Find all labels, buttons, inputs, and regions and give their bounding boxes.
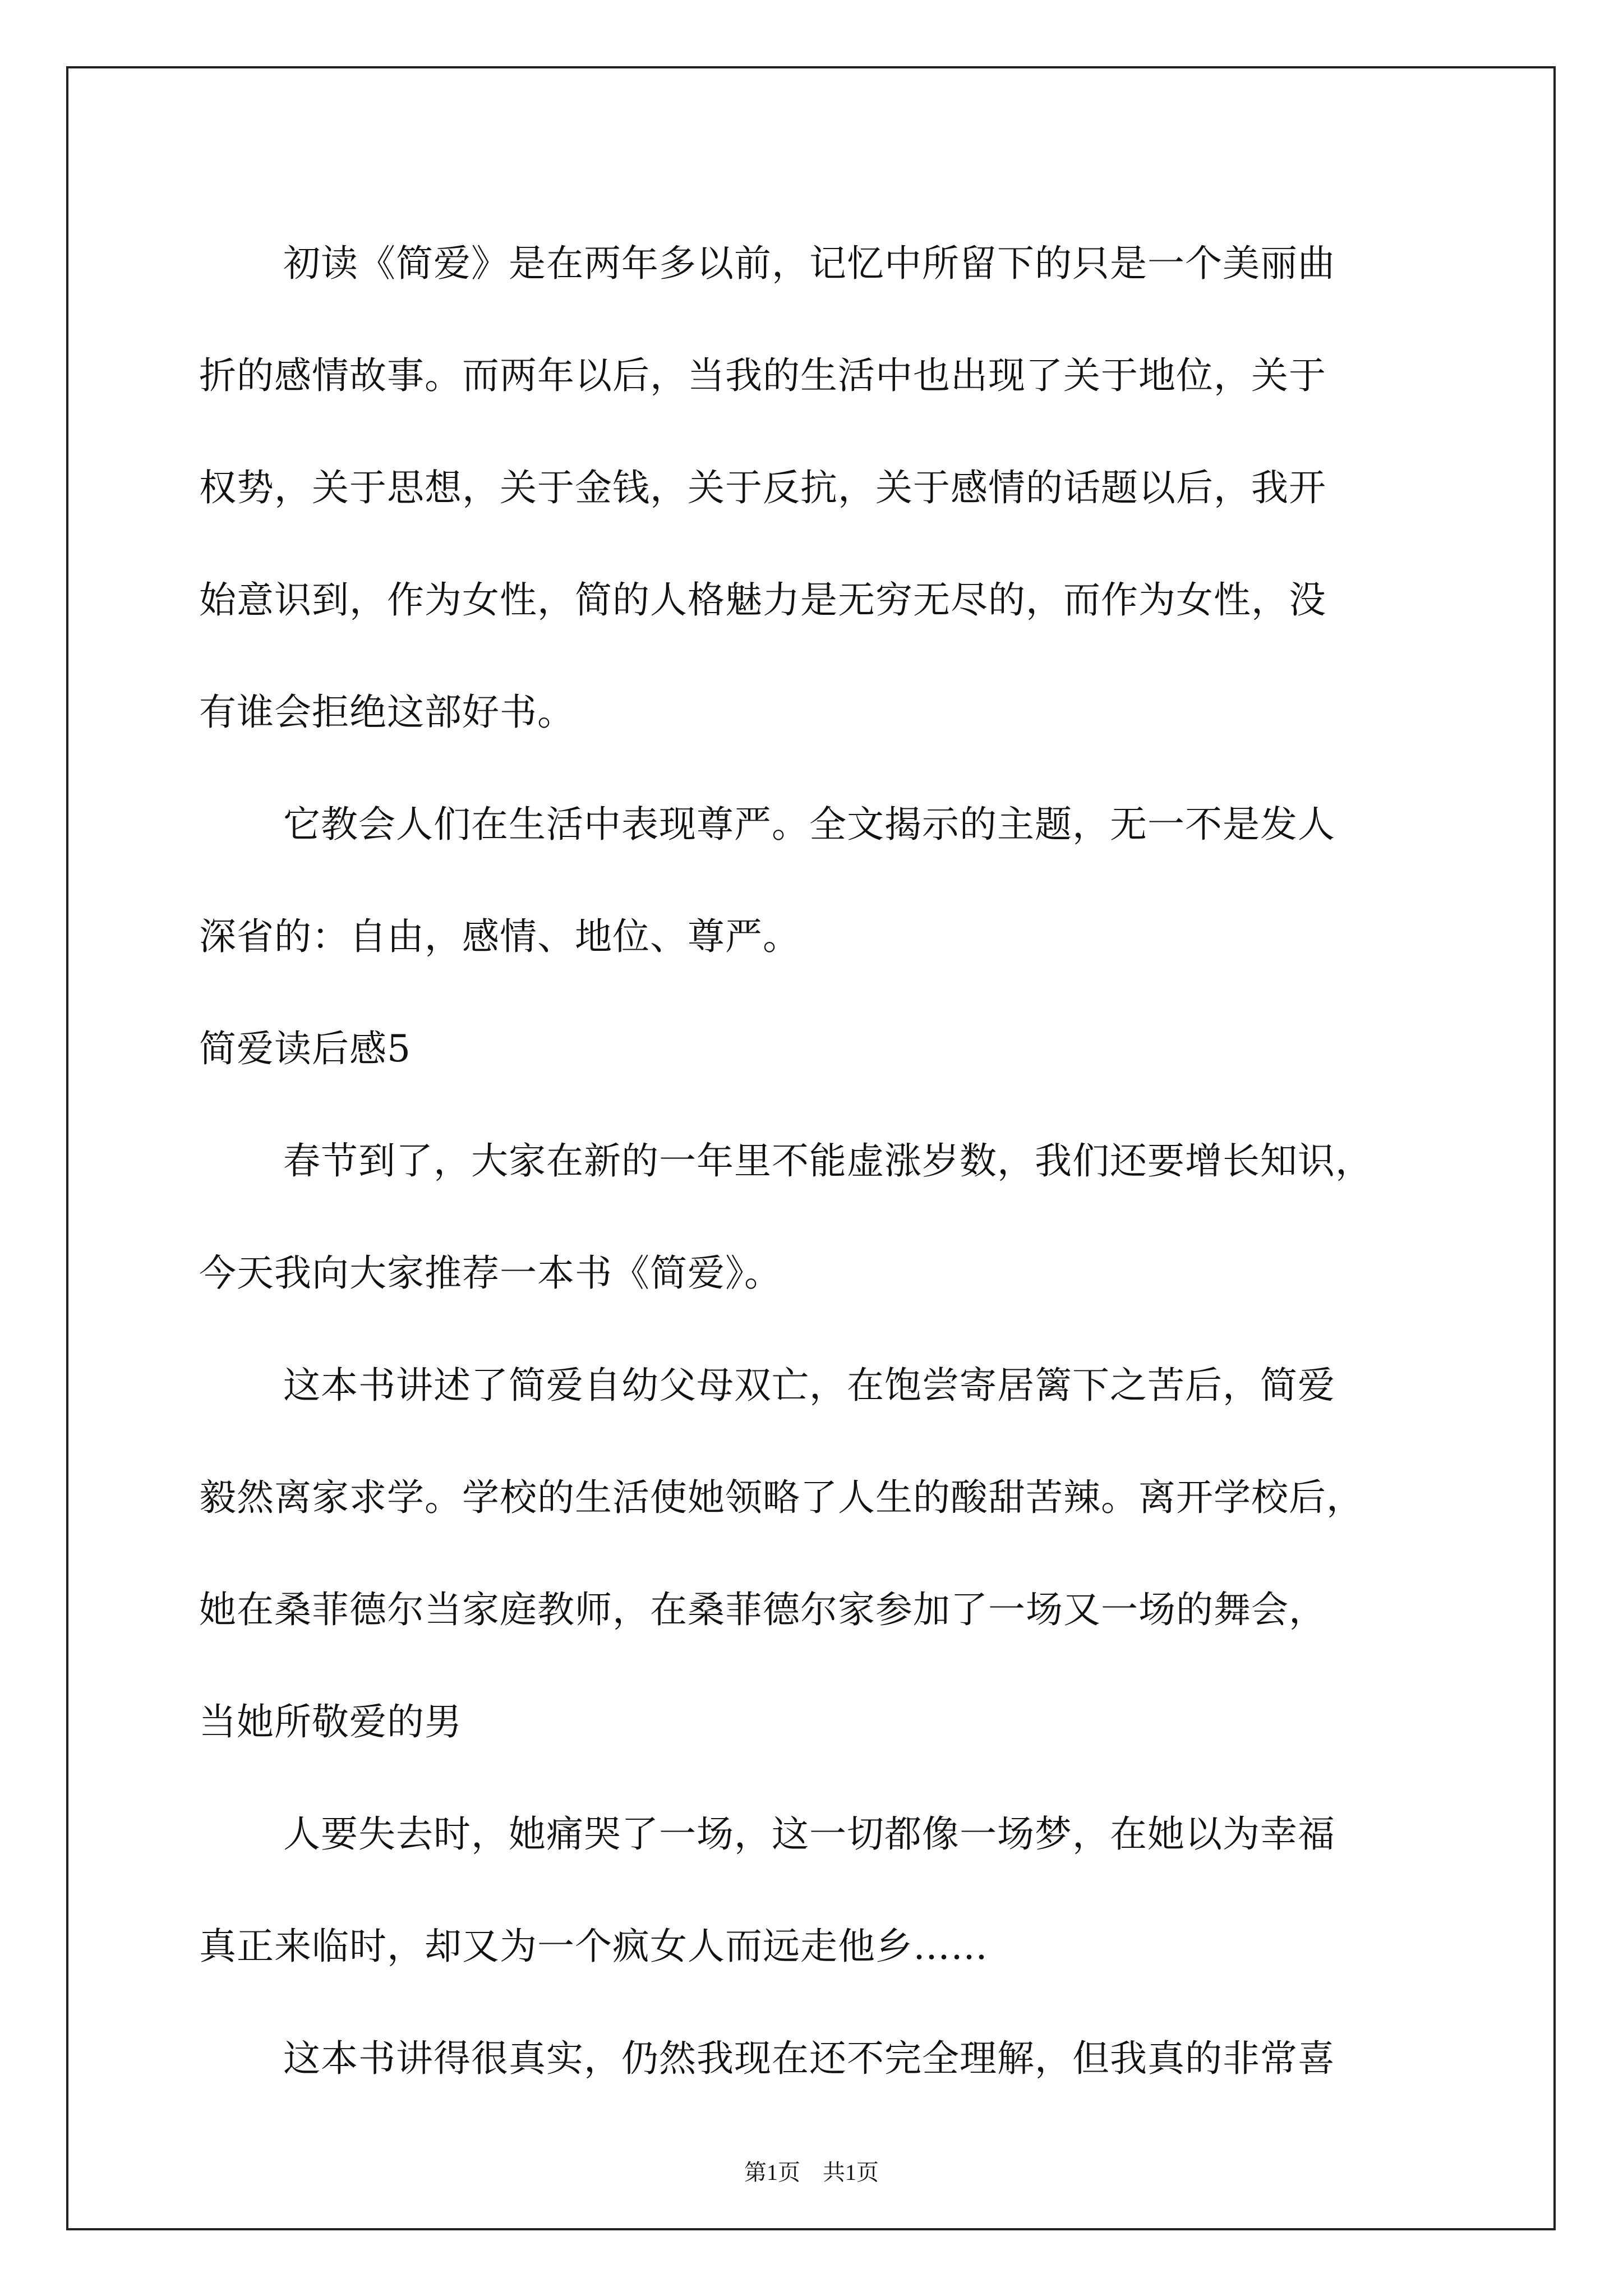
text-line: 它教会人们在生活中表现尊严。全文揭示的主题，无一不是发人 xyxy=(283,803,1335,846)
text-line: 深省的：自由，感情、地位、尊严。 xyxy=(199,915,800,958)
page-number: 第1页 共1页 xyxy=(744,2160,879,2185)
text-line: 有谁会拒绝这部好书。 xyxy=(199,691,575,734)
text-line: 她在桑菲德尔当家庭教师，在桑菲德尔家参加了一场又一场的舞会， xyxy=(199,1588,1326,1631)
document-body xyxy=(199,208,1427,2115)
text-line: 真正来临时，却又为一个疯女人而远走他乡…… xyxy=(199,1925,988,1968)
text-line: 初读《简爱》是在两年多以前，记忆中所留下的只是一个美丽曲 xyxy=(283,242,1335,285)
text-line: 人要失去时，她痛哭了一场，这一切都像一场梦，在她以为幸福 xyxy=(283,1812,1335,1856)
section-heading: 简爱读后感5 xyxy=(199,1027,411,1070)
text-line: 今天我向大家推荐一本书《简爱》。 xyxy=(199,1251,782,1295)
text-line: 当她所敬爱的男 xyxy=(199,1700,462,1743)
text-line: 始意识到，作为女性，简的人格魅力是无穷无尽的，而作为女性，没 xyxy=(199,578,1326,622)
text-line: 折的感情故事。而两年以后，当我的生活中也出现了关于地位，关于 xyxy=(199,354,1326,397)
text-line: 权势，关于思想，关于金钱，关于反抗，关于感情的话题以后，我开 xyxy=(199,466,1326,509)
text-line: 这本书讲得很真实，仍然我现在还不完全理解，但我真的非常喜 xyxy=(283,2037,1335,2080)
text-line: 这本书讲述了简爱自幼父母双亡，在饱尝寄居篱下之苦后，简爱 xyxy=(283,1364,1335,1407)
text-line: 毅然离家求学。学校的生活使她领略了人生的酸甜苦辣。离开学校后， xyxy=(199,1476,1364,1519)
text-line: 春节到了，大家在新的一年里不能虚涨岁数，我们还要增长知识， xyxy=(283,1139,1373,1182)
